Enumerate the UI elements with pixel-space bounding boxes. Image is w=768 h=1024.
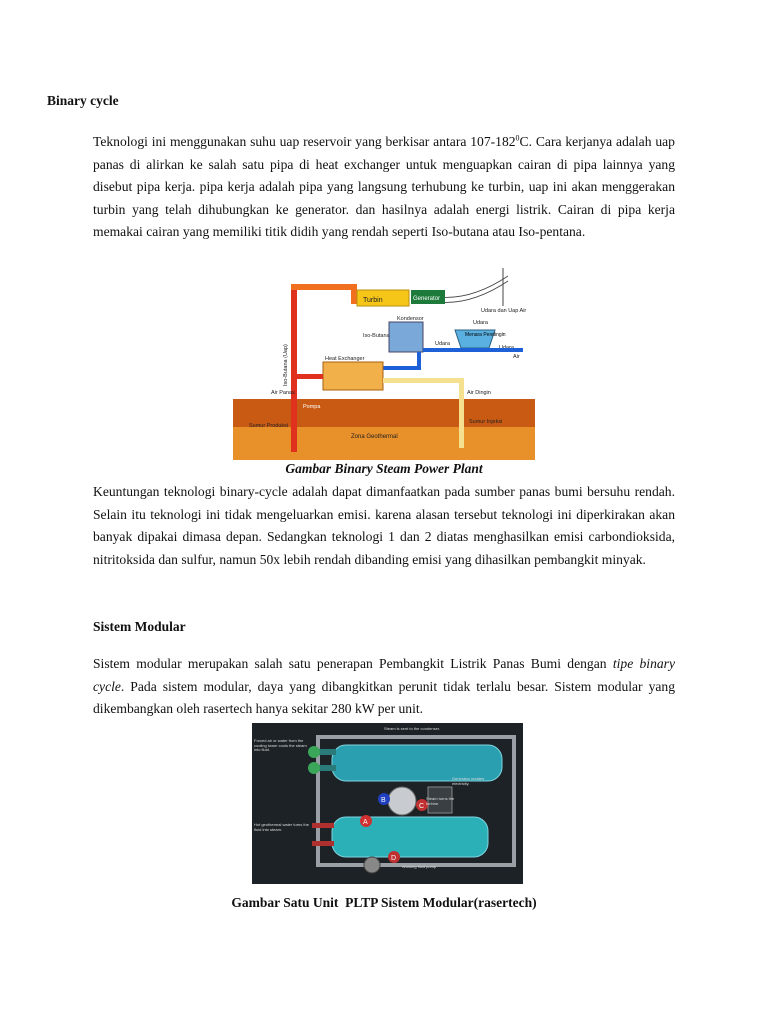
para1-text-a: Teknologi ini menggunakan suhu uap reservoir yang berkisar antara 107-182 [93,134,516,149]
degree-superscript: 0 [515,133,520,143]
modular-text-b: . Pada sistem modular, daya yang dibangkitkan perunit tidak terlalu besar. Sistem modular yang dikembangkan oleh rasertech hanya sekitar 280 kW per unit. [93,678,675,717]
heat-exchanger-cylinder [332,817,488,857]
heading-sistem-modular: Sistem Modular [93,619,186,634]
marker-b: B [381,797,386,804]
label-sumur-injeksi: Sumur Injeksi [469,419,503,425]
working-fluid-pump [364,857,380,873]
cool-pipe-horizontal [423,348,523,352]
label-air-panas: Air Panas [271,390,295,396]
label-working-fluid-pump: Working fluid pump [402,865,437,869]
label-hot-geothermal: Hot geothermal water turns the fluid into steam. [254,823,309,832]
condenser [389,322,423,352]
label-generator-creates: Generator creates electricity. [452,777,485,786]
para1-text-b: C. Cara kerjanya adalah uap panas di alirkan ke salah satu pipa di heat exchanger untuk menguapkan cairan di pipa lainnya yang disebut pipa kerja. pipa kerja adalah pipa yang langsung terhubung ke turbin, uap ini akan menggerakan turbin yang telah dihubungkan ke generator. dan hasilnya adalah energi listrik. Cairan di pipa kerja memakai cairan yang memiliki titik didih yang rendah seperti Iso-butana atau Iso-pentana. [93,134,675,240]
modular-text-italic: tipe binary cycle [93,656,675,694]
paragraph-binary-cycle-advantages: Keuntungan teknologi binary-cycle adalah dapat dimanfaatkan pada sumber panas bumi bersuhu rendah. Selain itu teknologi ini tidak mengeluarkan emisi. karena alasan tersebut teknologi ini diperkirakan akan banyak dipakai dimasa depan. Sedangkan teknologi 1 dan 2 diatas menghasilkan emisi carbondioksida, nitritoksida dan sulfur, namun 50x lebih rendah dibanding emisi yang dihasilkan pembangkit minyak. [93,484,675,567]
label-menara: Menara Pendingin [465,332,506,338]
label-zona-geothermal: Zona Geothermal [351,434,398,440]
geothermal-zone [233,427,535,460]
label-udara-3: Udara [473,320,488,326]
caption-modular-text: Gambar Satu Unit PLTP Sistem Modular(rasertech) [231,895,537,910]
label-steam-sent: Steam is sent to the condenser. [384,727,441,731]
paragraph-sistem-modular [93,653,675,721]
label-udara-uap: Udara dan Uap Air [481,308,527,314]
hot-pipe-vertical [291,284,297,452]
caption-binary-steam-power-plant: Gambar Binary Steam Power Plant [285,461,483,476]
label-forced-air: Forced air or water from the cooling tower cools the steam into fluid. [254,739,307,752]
label-iso-butana: Iso-Butana [363,333,390,339]
heat-exchanger [323,362,383,390]
marker-a: A [363,819,368,826]
turbine [388,787,416,815]
marker-c: C [419,803,425,810]
label-kondensor: Kondensor [397,316,424,322]
figure-modular-unit [252,723,523,884]
figure-binary-steam-power-plant [233,266,535,460]
label-steam-turns: Steam turns the turbine. [426,797,455,806]
paragraph-binary-cycle-intro [93,131,675,244]
label-generator: Generator [413,296,441,302]
label-udara-1: Udara [435,341,450,347]
caption-modular-unit [0,895,768,911]
label-air-dingin: Air Dingin [467,390,491,396]
condenser-cylinder [332,745,502,781]
label-sumur-produksi: Sumur Produksi [249,423,289,429]
label-air: Air [513,354,520,360]
label-iso-butana-uap: Iso-Butana (Uap) [283,344,289,386]
label-turbin: Turbin [363,297,383,304]
label-pompa: Pompa [303,404,321,410]
modular-text-a: Sistem modular merupakan salah satu penerapan Pembangkit Listrik Panas Bumi dengan [93,656,613,671]
heading-binary-cycle: Binary cycle [47,93,119,108]
label-heat-exchanger: Heat Exchanger [325,356,365,362]
marker-d: D [391,855,397,862]
